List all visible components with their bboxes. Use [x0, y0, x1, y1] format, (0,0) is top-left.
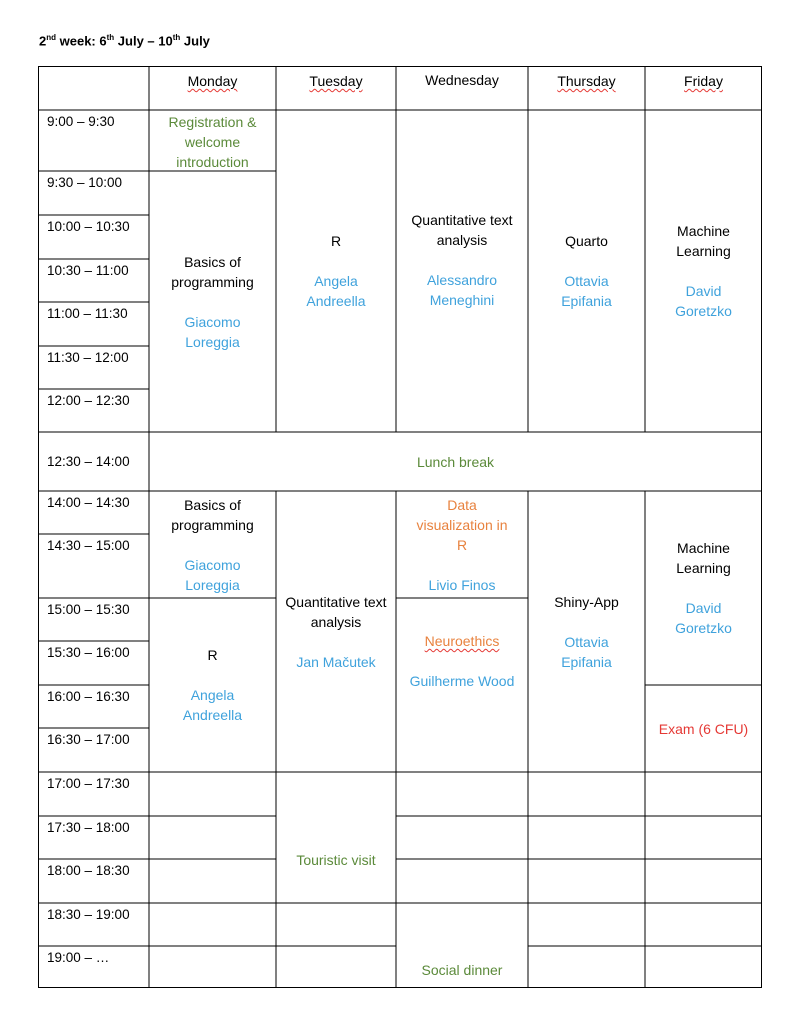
time-slot: 9:30 – 10:00 — [47, 175, 123, 190]
session-r-monday: R Angela Andreella — [182, 647, 243, 723]
time-slot: 9:00 – 9:30 — [47, 114, 115, 129]
timetable — [38, 66, 762, 988]
session-quantitative-text-analysis-wednesday: Quantitative text analysis Alessandro Meneghini — [411, 212, 513, 308]
session-r-tuesday: R Angela Andreella — [306, 233, 366, 309]
time-slot: 15:00 – 15:30 — [47, 602, 130, 617]
event-social-dinner: Social dinner — [421, 962, 503, 978]
document-title: 2nd week: 6th July – 10th July — [39, 33, 210, 49]
session-shiny-app: Shiny-App Ottavia Epifania — [554, 593, 619, 670]
time-slot: 14:30 – 15:00 — [47, 538, 130, 553]
session-basics-of-programming-afternoon: Basics of programming Giacomo Loreggia — [171, 496, 254, 593]
session-neuroethics: Neuroethics Guilherme Wood — [409, 633, 515, 689]
session-quarto: Quarto Ottavia Epifania — [561, 233, 612, 309]
time-slot: 11:30 – 12:00 — [47, 350, 129, 365]
time-slot: 12:00 – 12:30 — [47, 393, 130, 408]
session-quantitative-text-analysis-tuesday: Quantitative text analysis Jan Mačutek — [285, 593, 387, 670]
time-slot: 16:30 – 17:00 — [47, 732, 130, 747]
session-machine-learning-afternoon: Machine Learning David Goretzko — [675, 540, 732, 636]
time-slot: 12:30 – 14:00 — [47, 454, 130, 469]
time-slot: 15:30 – 16:00 — [47, 645, 130, 660]
time-slot: 16:00 – 16:30 — [47, 689, 130, 704]
time-slot: 17:00 – 17:30 — [47, 776, 130, 791]
header-tuesday: Tuesday — [309, 73, 363, 89]
time-slot: 17:30 – 18:00 — [47, 820, 130, 835]
event-touristic-visit: Touristic visit — [296, 851, 376, 868]
lunch-break: Lunch break — [416, 453, 495, 470]
time-slot: 14:00 – 14:30 — [47, 495, 130, 510]
session-data-visualization: Data visualization in R Livio Finos — [416, 496, 508, 593]
header-monday: Monday — [187, 73, 238, 89]
session-exam: Exam (6 CFU) — [658, 720, 749, 737]
time-slot: 18:30 – 19:00 — [47, 907, 130, 922]
session-basics-of-programming-morning: Basics of programming Giacomo Loreggia — [171, 253, 254, 350]
time-slot: 10:30 – 11:00 — [47, 263, 129, 278]
time-slot: 18:00 – 18:30 — [47, 863, 130, 878]
header-thursday: Thursday — [557, 73, 616, 89]
time-slot: 11:00 – 11:30 — [47, 306, 128, 321]
time-slot: 10:00 – 10:30 — [47, 219, 130, 234]
session-machine-learning-morning: Machine Learning David Goretzko — [675, 223, 732, 319]
session-registration: Registration & welcome introduction — [168, 114, 257, 170]
header-friday: Friday — [684, 73, 723, 89]
time-slot: 19:00 – … — [47, 950, 110, 965]
header-wednesday: Wednesday — [425, 72, 499, 88]
